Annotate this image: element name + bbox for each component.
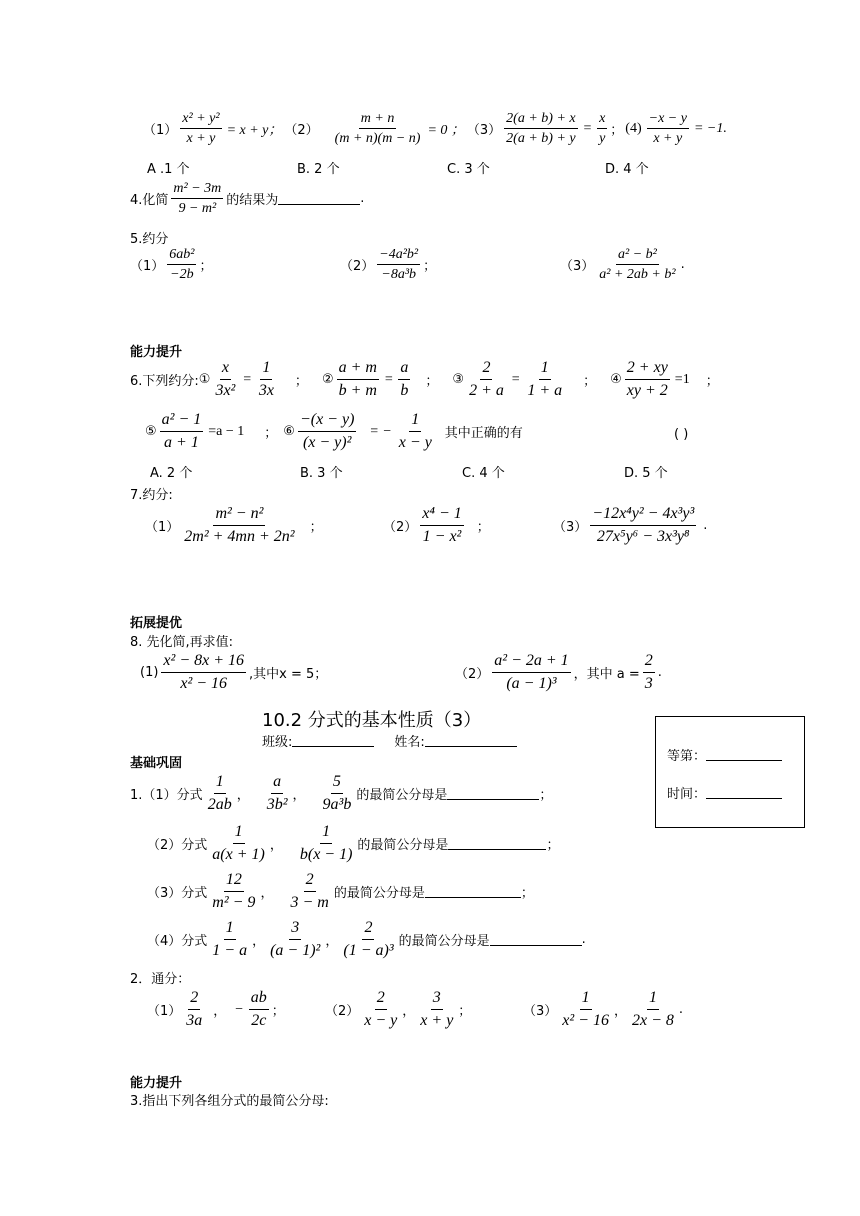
q6-row2 [145,410,523,453]
q3-choice-c: C. 3 个 [447,162,490,177]
q5-item3 [560,246,685,283]
section-heading-ability-2: 能力提升 [130,1076,183,1091]
p1-part2 [147,822,559,865]
q6-option6-marker: ⑥ [283,424,295,439]
p1-part4-label: （4）分式 [147,934,208,949]
p1-part4-fraction2: $\frac{3}{\text{(a − 1)²}}$ [270,919,321,959]
q7-item2-fraction: $\frac{\text{x⁴ − 1}}{\text{1 − x²}}$ [422,505,462,545]
q5-item2-label: （2） [340,259,375,274]
p2-item3-label: （3） [523,1004,558,1019]
p1-part1 [130,772,552,815]
p1-part4-fraction1: $\frac{1}{1 - a}$ [212,919,248,959]
q3-item2-label: （2） [284,123,319,138]
q8-item1-label: (1) [140,665,159,680]
p1-label: 1.（1）分式 [130,788,203,803]
q8-item1-condition: ,其中x = 5； [249,667,328,682]
section-heading-basic: 基础巩固 [130,756,183,771]
separator: ； [705,374,719,389]
p1-part2-fraction2: $\frac{1}{b(x - 1)}$ [299,823,353,863]
p2-item2-fraction2: $\frac{3}{x + y}$ [420,989,454,1029]
p1-part4-fraction3: $\frac{2}{\text{(1 − a)³}}$ [343,919,394,959]
q7-item1-label: （1） [145,520,180,535]
q6-choice-a: A. 2 个 [150,466,193,481]
time-label: 时间： [667,787,707,802]
class-field[interactable] [292,734,374,747]
separator: ， [213,1004,227,1019]
q3-item3-result: $\frac{x}{y}$ [599,111,606,146]
q6-option2-marker: ② [321,372,334,387]
separator: ， [260,886,274,901]
q6-choice-d: D. 5 个 [624,466,668,481]
q6-option5-rhs: =a − 1 [208,423,245,439]
q6-option5-marker: ⑤ [145,424,157,439]
q6-choice-c: C. 4 个 [462,466,505,481]
q6-option4-marker: ④ [610,372,622,387]
q6-option4-lhs: $\frac{2 + xy}{xy + 2}$ [626,359,668,399]
q4-fraction: $\frac{\text{m² − 3m}}{\text{9 − m²}}$ [173,181,222,216]
p1-part3-label: （3）分式 [147,886,208,901]
separator: ， [402,1004,416,1019]
p1-part2-answer-blank[interactable] [448,837,546,850]
name-label: 姓名: [394,735,425,750]
p1-fraction3: $\frac{5}{\text{9a³b}}$ [322,773,352,813]
q6-option3-rhs: $\frac{1}{1 + a}$ [527,359,563,399]
lesson-student-info [262,731,517,750]
p2-item1-fraction1: $\frac{2}{3a}$ [186,989,203,1029]
q8-title: 8. 先化简,再求值: [130,635,234,650]
equals-sign: = [510,371,521,387]
q3-item1-label: （1） [143,123,178,138]
separator: ； [458,1004,472,1019]
equals-minus: = − [369,423,392,439]
p2-item2 [325,988,471,1031]
grade-label: 等第： [667,749,707,764]
q8-item2-label: （2） [455,667,490,682]
q8-item2 [455,651,662,694]
period: . [680,257,685,272]
q8-item2-condition: ，其中 a = [573,667,640,682]
section-heading-extend: 拓展提优 [130,616,183,631]
p2-item2-fraction1: $\frac{2}{x - y}$ [364,989,398,1029]
p1-part3-fraction1: $\frac{12}{\text{m² − 9}}$ [212,871,256,911]
q7-item2 [383,504,490,547]
q3-item2-fraction: $\frac{m + n}{(m + n)(m - n)}$ [334,111,421,146]
q3-choice-d: D. 4 个 [605,162,649,177]
q5-item2-fraction: $\frac{\text{−4a²b²}}{\text{−8a³b}}$ [379,247,419,282]
q6-option4-rhs: =1 [674,371,690,387]
p1-part4 [147,918,586,961]
q6-option6-lhs: $\frac{-(x - y)}{\text{(x − y)²}}$ [299,411,355,451]
q3-choice-a: A .1 个 [147,162,190,177]
section-heading-ability: 能力提升 [130,345,183,360]
separator: ； [546,838,560,853]
equals-sign: = [582,120,593,136]
time-row [667,783,782,802]
q6-option1-lhs: $\frac{x}{\text{3x²}}$ [215,359,236,399]
q4-answer-blank[interactable] [278,192,360,205]
q5-item2 [340,246,436,283]
separator: ； [294,374,308,389]
p1-part3-tail: 的最简公分母是 [333,886,425,901]
equals-sign: = [383,371,394,387]
q4-suffix: 的结果为 [226,193,279,208]
separator: ， [292,788,306,803]
p1-part1-answer-blank[interactable] [447,787,539,800]
separator: ； [539,788,553,803]
period: . [360,191,365,206]
q5-item1 [130,246,213,283]
q6-row1 [130,358,719,401]
p2-item2-label: （2） [325,1004,360,1019]
p1-tail: 的最简公分母是 [356,788,448,803]
q7-item1-fraction: $\frac{\text{m² − n²}}{\text{2m² + 4mn + 2n²}}$ [184,505,295,545]
separator: ； [309,520,323,535]
q3-choice-b: B. 2 个 [297,162,340,177]
minus-sign: − [234,1001,244,1017]
separator: ； [610,123,624,138]
period: . [581,932,586,947]
p2-item3-fraction1: $\frac{1}{\text{x² − 16}}$ [562,989,609,1029]
q7-item3 [553,504,707,547]
grade-time-box [655,716,805,828]
separator: ， [325,934,339,949]
q7-title: 7.约分: [130,488,173,503]
q6-option2-rhs: $\frac{a}{b}$ [400,359,409,399]
p1-part4-tail: 的最简公分母是 [398,934,490,949]
p2-item1 [147,988,285,1031]
q6-option5-lhs: $\frac{\text{a² − 1}}{a + 1}$ [161,411,202,451]
separator: ； [199,259,213,274]
p1-part2-fraction1: $\frac{1}{a(x + 1)}$ [212,823,265,863]
q3-statements [143,110,729,147]
q6-answer-paren[interactable]: ( ) [674,427,689,442]
p2-item3 [523,988,683,1031]
q3-item1-rhs: = x + y； [226,122,283,138]
p1-fraction2: $\frac{a}{\text{3b²}}$ [266,773,288,813]
separator: ， [252,934,266,949]
q4 [130,180,364,217]
q3-item1-fraction: $\frac{\text{x² + y²}}{x + y}$ [182,111,220,146]
separator: ； [423,259,437,274]
q8-item2-fraction: $\frac{\text{a² − 2a + 1}}{\text{(a − 1)³}}$ [494,652,569,692]
equals-sign: = [242,371,252,387]
q7-item3-fraction: $\frac{\text{−12x⁴y² − 4x³y³}}{\text{27x⁵y⁶ − 3x³y⁸}}$ [592,505,695,545]
q6-option3-marker: ③ [452,372,465,387]
q4-prefix: 4.化简 [130,193,169,208]
p2-title: 2．通分： [130,972,191,987]
q5-item1-fraction: $\frac{\text{6ab²}}{-2b}$ [169,247,195,282]
period: . [657,665,662,680]
separator: ， [269,838,283,853]
p1-part3-answer-blank[interactable] [425,885,521,898]
grade-row [667,745,782,764]
q7-item3-label: （3） [553,520,588,535]
q3-item3-fraction: $\frac{2(a + b) + x}{2(a + b) + y}$ [506,111,576,146]
q8-item1 [140,651,327,694]
separator: ； [264,426,278,441]
separator: ； [583,374,597,389]
q3-item4-fraction: $\frac{-x - y}{x + y}$ [648,111,687,146]
class-label: 班级: [262,735,293,750]
q3-item3-label: （3） [466,123,502,138]
q3-item4-label: (4) [625,120,642,136]
q6-choice-b: B. 3 个 [300,466,343,481]
q6-prefix: 6.下列约分: [130,374,199,389]
separator: ， [613,1004,627,1019]
q5-item1-label: （1） [130,259,165,274]
q5-item3-fraction: $\frac{\text{a² − b²}}{\text{a² + 2ab + b²}}$ [599,247,676,282]
q5-item3-label: （3） [560,259,595,274]
p1-part4-answer-blank[interactable] [490,933,582,946]
separator: ， [236,788,250,803]
time-field[interactable] [706,786,782,799]
q6-option1-marker: ① [198,372,211,387]
q6-option2-lhs: $\frac{a + m}{b + m}$ [338,359,377,399]
q6-option3-lhs: $\frac{2}{2 + a}$ [469,359,504,399]
period: . [678,1002,684,1017]
period: . [703,518,708,533]
p1-part2-tail: 的最简公分母是 [357,838,449,853]
p1-part3 [147,870,534,913]
q8-item2-value: $\frac{2}{3}$ [644,652,653,692]
separator: ； [476,520,490,535]
q7-item1 [145,504,323,547]
p2-item3-fraction2: $\frac{1}{2x - 8}$ [632,989,674,1029]
q8-item1-fraction: $\frac{\text{x² − 8x + 16}}{\text{x² − 16}}$ [163,652,245,692]
q5-title: 5.约分 [130,232,169,247]
separator: ； [520,886,534,901]
p1-part2-label: （2）分式 [147,838,208,853]
q6-option1-rhs: $\frac{1}{3x}$ [258,359,274,399]
name-field[interactable] [425,734,517,747]
p1-part3-fraction2: $\frac{2}{3 - m}$ [290,871,329,911]
q6-option6-rhs: $\frac{1}{x - y}$ [398,411,432,451]
q7-item2-label: （2） [383,520,418,535]
q6-question-tail: 其中正确的有 [444,426,523,441]
q3-item2-rhs: = 0 ； [427,122,465,138]
p3-title: 3.指出下列各组分式的最简公分母: [130,1094,329,1109]
separator: ； [425,374,439,389]
grade-field[interactable] [706,748,782,761]
p2-item1-fraction2: $\frac{ab}{2c}$ [250,989,267,1029]
p1-fraction1: $\frac{1}{2ab}$ [207,773,232,813]
separator: ； [271,1004,285,1019]
p2-item1-label: （1） [147,1004,182,1019]
q3-item4-rhs: = −1. [693,120,727,136]
lesson-title: 10.2 分式的基本性质（3） [262,710,482,731]
